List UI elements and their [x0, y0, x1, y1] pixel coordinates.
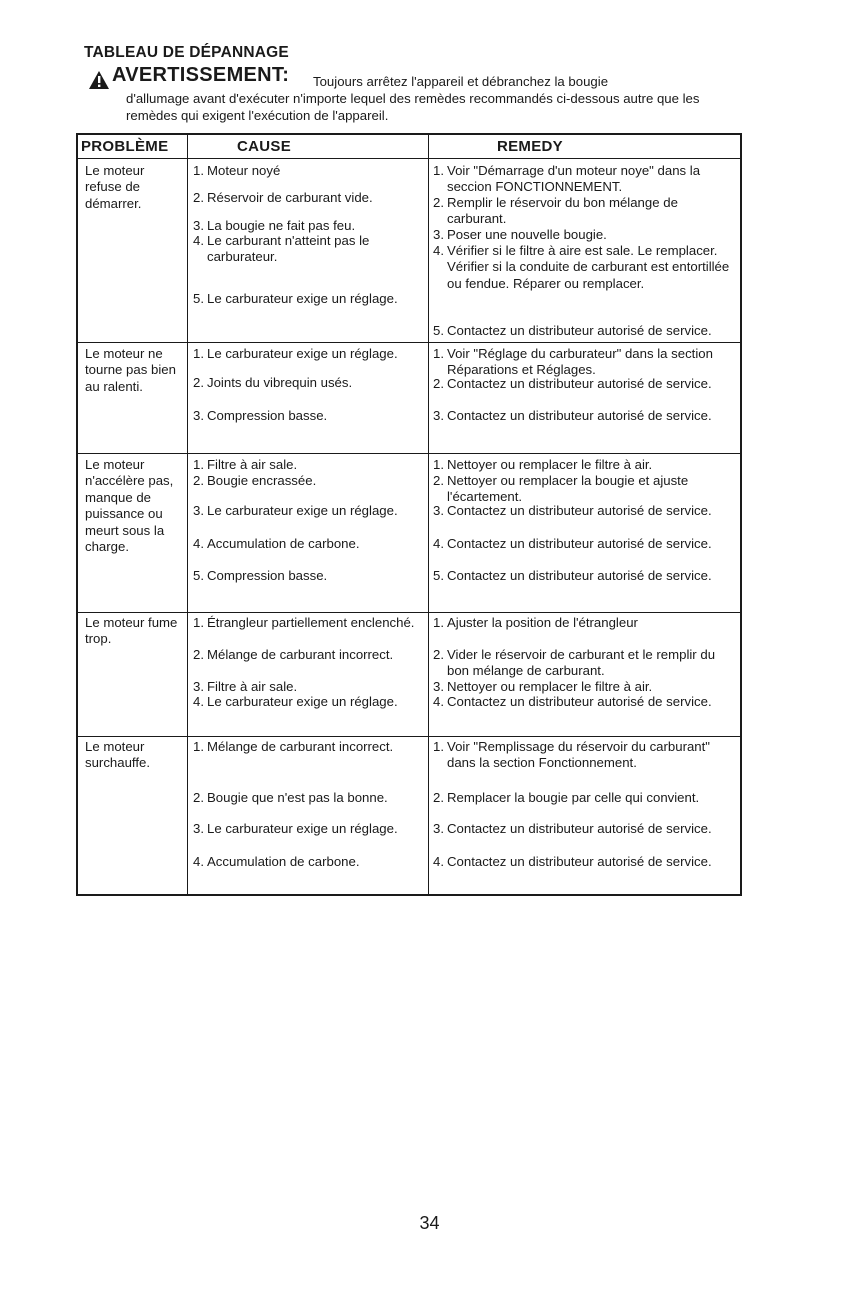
- cause-item: [193, 375, 421, 395]
- problem-cell: Le moteur n'accélère pas, manque de puissance ou meurt sous la charge.: [85, 457, 174, 555]
- item-text: Le carburateur exige un réglage.: [207, 346, 398, 361]
- cause-item: [193, 503, 421, 523]
- row-divider: [78, 342, 742, 343]
- row-divider: [78, 736, 742, 737]
- remedy-item: [433, 536, 733, 556]
- warning-text-rest: d'allumage avant d'exécuter n'importe lequel des remèdes recommandés ci-dessous autre que les remèdes qui exigent l'exécution de l'appareil.: [126, 91, 700, 123]
- item-text: Vérifier si le filtre à aire est sale. Le remplacer. Vérifier si la conduite de carburant est entortillée ou fendue. Réparer ou remplacer.: [447, 243, 730, 291]
- item-number: 2.: [433, 473, 444, 488]
- item-text: Le carburateur exige un réglage.: [207, 503, 398, 518]
- item-number: 1.: [433, 457, 444, 472]
- item-number: 4.: [433, 536, 444, 551]
- item-text: Contactez un distributeur autorisé de service.: [447, 376, 712, 391]
- item-number: 1.: [193, 163, 204, 178]
- header-divider: [78, 158, 740, 159]
- item-text: Contactez un distributeur autorisé de service.: [447, 408, 712, 423]
- item-number: 1.: [193, 457, 204, 472]
- warning-triangle-icon: [88, 70, 110, 90]
- remedy-item: [433, 615, 733, 635]
- row-divider: [78, 453, 742, 454]
- item-number: 2.: [193, 190, 204, 205]
- item-number: 3.: [193, 821, 204, 836]
- item-number: 2.: [433, 195, 444, 210]
- item-number: 1.: [193, 739, 204, 754]
- cause-item: [193, 739, 421, 759]
- item-number: 3.: [433, 503, 444, 518]
- item-number: 4.: [433, 854, 444, 869]
- item-text: La bougie ne fait pas feu.: [207, 218, 356, 233]
- item-number: 1.: [193, 615, 204, 630]
- item-number: 3.: [433, 408, 444, 423]
- item-text: Contactez un distributeur autorisé de service.: [447, 503, 712, 518]
- page-title: TABLEAU DE DÉPANNAGE: [84, 44, 289, 61]
- cause-item: [193, 233, 421, 270]
- item-text: Contactez un distributeur autorisé de service.: [447, 694, 712, 709]
- item-number: 4.: [433, 694, 444, 709]
- remedy-item: [433, 568, 733, 588]
- header-problem: PROBLÈME: [81, 138, 169, 155]
- cause-item: [193, 190, 421, 210]
- item-number: 2.: [433, 376, 444, 391]
- item-number: 5.: [433, 323, 444, 338]
- item-number: 2.: [193, 647, 204, 662]
- cause-item: [193, 854, 421, 874]
- item-number: 3.: [193, 218, 204, 233]
- item-number: 1.: [193, 346, 204, 361]
- item-number: 3.: [193, 679, 204, 694]
- item-text: Le carburateur exige un réglage.: [207, 821, 398, 836]
- remedy-item: [433, 694, 733, 714]
- item-number: 3.: [193, 503, 204, 518]
- item-text: Remplir le réservoir du bon mélange de carburant.: [447, 195, 678, 227]
- remedy-item: [433, 243, 733, 296]
- cause-item: [193, 790, 421, 810]
- item-text: Nettoyer ou remplacer la bougie et ajuste l'écartement.: [447, 473, 689, 505]
- item-text: Voir "Réglage du carburateur" dans la section Réparations et Réglages.: [447, 346, 713, 378]
- item-number: 2.: [193, 375, 204, 390]
- item-text: Bougie que n'est pas la bonne.: [207, 790, 388, 805]
- remedy-item: [433, 323, 733, 343]
- column-divider: [187, 135, 188, 894]
- item-text: Compression basse.: [207, 568, 328, 583]
- problem-cell: Le moteur ne tourne pas bien au ralenti.: [85, 346, 176, 394]
- item-number: 2.: [193, 473, 204, 488]
- page-number: 34: [419, 1213, 440, 1233]
- remedy-item: [433, 821, 733, 841]
- item-text: Le carburateur exige un réglage.: [207, 291, 398, 306]
- item-text: Contactez un distributeur autorisé de service.: [447, 821, 712, 836]
- problem-cell: Le moteur fume trop.: [85, 615, 178, 647]
- cause-item: [193, 694, 421, 714]
- remedy-item: [433, 376, 733, 396]
- item-text: Le carburant n'atteint pas le carburateur.: [207, 233, 370, 265]
- item-text: Filtre à air sale.: [207, 679, 298, 694]
- item-number: 1.: [433, 163, 444, 178]
- warning-text-first: Toujours arrêtez l'appareil et débranchez la bougie: [313, 74, 609, 89]
- item-text: Contactez un distributeur autorisé de service.: [447, 568, 712, 583]
- remedy-item: [433, 739, 733, 776]
- cause-item: [193, 408, 421, 428]
- item-number: 5.: [193, 291, 204, 306]
- item-text: Moteur noyé: [207, 163, 281, 178]
- item-number: 2.: [433, 790, 444, 805]
- item-number: 4.: [193, 233, 204, 248]
- cause-item: [193, 163, 421, 183]
- item-text: Contactez un distributeur autorisé de service.: [447, 323, 712, 338]
- item-number: 3.: [433, 227, 444, 242]
- item-number: 3.: [433, 679, 444, 694]
- cause-item: [193, 536, 421, 556]
- item-text: Voir "Démarrage d'un moteur noye" dans la seccion FONCTIONNEMENT.: [447, 163, 701, 195]
- header-remedy: REMEDY: [497, 138, 563, 155]
- item-number: 4.: [193, 854, 204, 869]
- item-text: Poser une nouvelle bougie.: [447, 227, 607, 242]
- item-text: Accumulation de carbone.: [207, 854, 360, 869]
- item-text: Vider le réservoir de carburant et le remplir du bon mélange de carburant.: [447, 647, 716, 679]
- item-text: Mélange de carburant incorrect.: [207, 647, 394, 662]
- item-number: 1.: [433, 346, 444, 361]
- item-text: Bougie encrassée.: [207, 473, 317, 488]
- item-number: 1.: [433, 739, 444, 754]
- item-text: Étrangleur partiellement enclenché.: [207, 615, 415, 630]
- item-text: Compression basse.: [207, 408, 328, 423]
- cause-item: [193, 615, 421, 635]
- item-number: 4.: [433, 243, 444, 258]
- remedy-item: [433, 790, 733, 810]
- cause-item: [193, 291, 421, 311]
- item-text: Réservoir de carburant vide.: [207, 190, 373, 205]
- remedy-item: [433, 503, 733, 523]
- item-text: Voir "Remplissage du réservoir du carburant" dans la section Fonctionnement.: [447, 739, 710, 771]
- item-number: 5.: [193, 568, 204, 583]
- item-text: Contactez un distributeur autorisé de service.: [447, 854, 712, 869]
- header-cause: CAUSE: [237, 138, 292, 155]
- item-text: Nettoyer ou remplacer le filtre à air.: [447, 679, 653, 694]
- item-number: 3.: [193, 408, 204, 423]
- row-divider: [78, 612, 742, 613]
- item-text: Joints du vibrequin usés.: [207, 375, 353, 390]
- problem-cell: Le moteur refuse de démarrer.: [85, 163, 145, 211]
- remedy-item: [433, 854, 733, 874]
- item-number: 4.: [193, 694, 204, 709]
- item-number: 2.: [433, 647, 444, 662]
- item-number: 3.: [433, 821, 444, 836]
- item-text: Le carburateur exige un réglage.: [207, 694, 398, 709]
- cause-item: [193, 473, 421, 493]
- item-text: Remplacer la bougie par celle qui convient.: [447, 790, 700, 805]
- item-text: Nettoyer ou remplacer le filtre à air.: [447, 457, 653, 472]
- cause-item: [193, 346, 421, 366]
- remedy-item: [433, 408, 733, 428]
- cause-item: [193, 821, 421, 841]
- item-text: Contactez un distributeur autorisé de service.: [447, 536, 712, 551]
- column-divider: [428, 135, 429, 894]
- item-number: 1.: [433, 615, 444, 630]
- problem-cell: Le moteur surchauffe.: [85, 739, 151, 771]
- cause-item: [193, 647, 421, 667]
- item-text: Accumulation de carbone.: [207, 536, 360, 551]
- item-number: 2.: [193, 790, 204, 805]
- item-text: Filtre à air sale.: [207, 457, 298, 472]
- item-number: 5.: [433, 568, 444, 583]
- cause-item: [193, 568, 421, 588]
- warning-heading: AVERTISSEMENT:: [112, 64, 290, 86]
- troubleshooting-table: [76, 133, 742, 896]
- item-text: Ajuster la position de l'étrangleur: [447, 615, 638, 630]
- item-number: 4.: [193, 536, 204, 551]
- item-text: Mélange de carburant incorrect.: [207, 739, 394, 754]
